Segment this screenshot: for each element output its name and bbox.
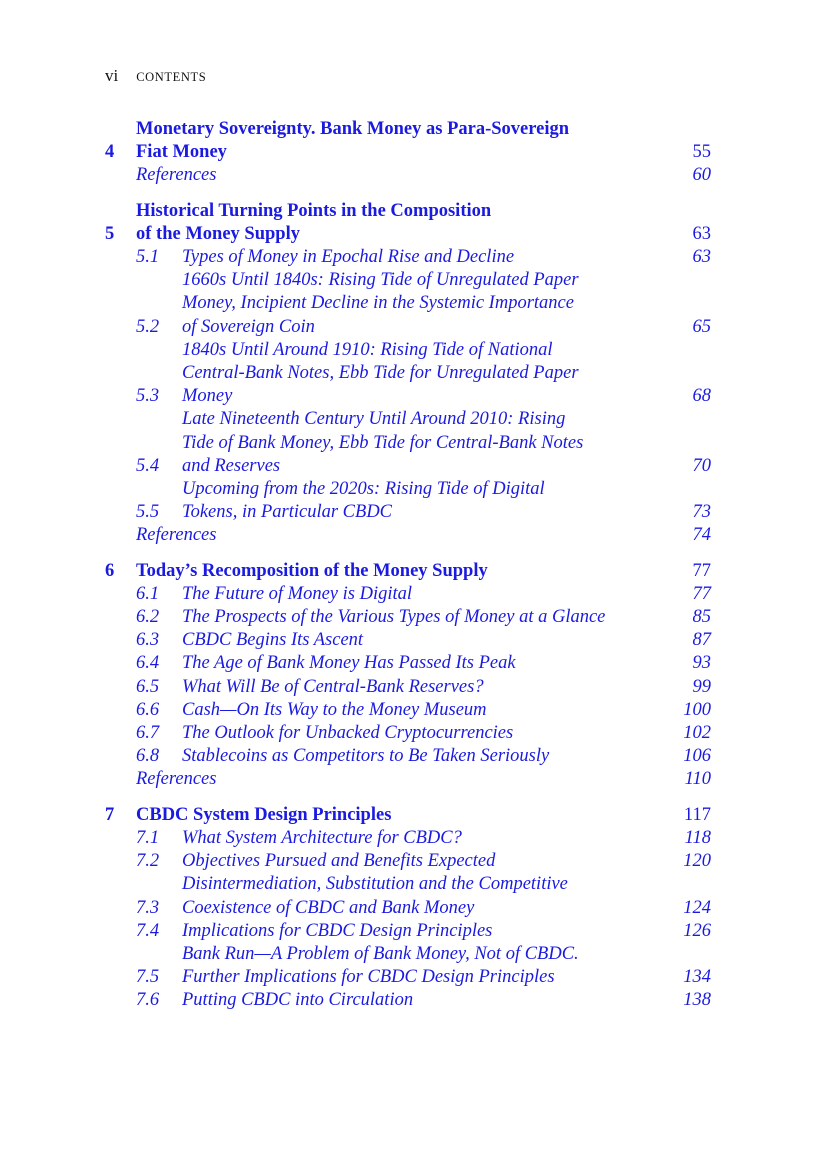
chapter-number: 4 [105,142,115,163]
references-label: References [136,525,217,546]
chapter-entry[interactable] [105,560,711,583]
chapter-entry[interactable] [105,118,711,164]
section-entry[interactable] [105,339,711,409]
section-title-line: Objectives Pursued and Benefits Expected [182,851,496,872]
section-entry[interactable] [105,246,711,269]
chapter-title-line: Historical Turning Points in the Composition [136,200,492,221]
section-number: 5.5 [136,502,160,523]
section-title [182,246,671,269]
section-entry[interactable] [105,478,711,524]
section-entry[interactable] [105,745,711,768]
section-number: 7.2 [136,851,160,872]
references-entry[interactable] [105,768,711,791]
chapter-6 [105,560,711,792]
section-page: 138 [683,990,711,1011]
section-number: 5.2 [136,316,160,337]
references-label: References [136,165,217,186]
section-title [182,629,671,652]
chapter-number: 7 [105,804,115,825]
section-title-line: Tide of Bank Money, Ebb Tide for Central-Bank Notes [182,432,584,453]
section-title [182,478,671,524]
section-number: 7.6 [136,990,160,1011]
section-title [182,989,671,1012]
section-title [182,699,671,722]
section-title [182,850,671,873]
section-title-line: Cash—On Its Way to the Money Museum [182,699,487,720]
section-title-line: Putting CBDC into Circulation [182,990,414,1011]
chapter-title-line: Monetary Sovereignty. Bank Money as Para-Sovereign [136,119,570,139]
section-title-line: Coexistence of CBDC and Bank Money [182,897,475,918]
section-page: 106 [683,746,711,767]
section-page: 124 [683,897,711,918]
section-title-line: of Sovereign Coin [182,316,315,337]
section-title [182,873,671,919]
section-title [182,652,671,675]
section-title [182,676,671,699]
section-number: 6.4 [136,653,160,674]
chapter-entry[interactable] [105,200,711,246]
section-title-line: The Age of Bank Money Has Passed Its Peak [182,653,516,674]
section-title-line: Bank Run—A Problem of Bank Money, Not of CBDC. [182,943,579,964]
chapter-entry[interactable] [105,804,711,827]
section-page: 63 [692,247,711,268]
chapter-page: 63 [692,223,711,244]
section-number: 5.3 [136,386,160,407]
references-page: 60 [692,165,711,186]
section-number: 6.8 [136,746,160,767]
section-title [182,269,671,339]
references-label: References [136,769,217,790]
chapter-title [136,200,671,246]
references-page: 74 [692,525,711,546]
section-number: 6.2 [136,607,160,628]
section-entry[interactable] [105,652,711,675]
references-page: 110 [684,769,711,790]
chapter-title-line: CBDC System Design Principles [136,804,392,825]
section-title-line: Upcoming from the 2020s: Rising Tide of Digital [182,479,545,500]
section-entry[interactable] [105,989,711,1012]
section-number: 5.4 [136,455,160,476]
section-page: 134 [683,967,711,988]
section-number: 6.3 [136,630,160,651]
section-entry[interactable] [105,827,711,850]
section-title-line: Further Implications for CBDC Design Principles [182,967,555,988]
section-number: 7.4 [136,920,160,941]
section-title [182,339,671,409]
references-entry[interactable] [105,524,711,547]
section-title-line: Money, Incipient Decline in the Systemic Importance [182,293,574,314]
references-entry[interactable] [105,164,711,187]
section-entry[interactable] [105,629,711,652]
section-title [182,827,671,850]
chapter-title-line: of the Money Supply [136,223,300,244]
chapter-title [136,118,671,164]
section-entry[interactable] [105,722,711,745]
section-page: 120 [683,851,711,872]
section-page: 102 [683,723,711,744]
section-entry[interactable] [105,583,711,606]
section-number: 6.5 [136,676,160,697]
section-title [182,606,671,629]
section-title-line: Types of Money in Epochal Rise and Decline [182,247,515,268]
chapter-page: 55 [692,142,711,163]
chapter-page: 77 [692,560,711,581]
section-number: 7.1 [136,827,160,848]
section-number: 7.3 [136,897,160,918]
section-title-line: Disintermediation, Substitution and the Competitive [182,874,568,895]
chapter-page: 117 [683,804,711,825]
section-page: 77 [692,583,711,604]
running-title: CONTENTS [136,70,207,84]
section-number: 6.7 [136,723,160,744]
section-title-line: Money [182,386,233,407]
section-page: 73 [692,502,711,523]
chapter-7 [105,804,711,1013]
chapter-number: 6 [105,560,115,581]
chapter-5 [105,200,711,548]
section-page: 65 [692,316,711,337]
section-title [182,920,671,943]
page-header [105,66,206,86]
section-title [182,583,671,606]
table-of-contents [105,118,711,1025]
section-number: 7.5 [136,967,160,988]
section-entry[interactable] [105,408,711,478]
section-entry[interactable] [105,873,711,919]
section-page: 99 [692,676,711,697]
section-title-line: What System Architecture for CBDC? [182,827,462,848]
section-title-line: and Reserves [182,455,281,476]
section-title-line: Central-Bank Notes, Ebb Tide for Unregulated Paper [182,363,579,384]
chapter-title [136,560,671,583]
section-title [182,408,671,478]
chapter-number: 5 [105,223,115,244]
page-number: vi [105,66,119,85]
chapter-title [136,804,671,827]
section-title-line: The Outlook for Unbacked Cryptocurrencies [182,723,514,744]
section-entry[interactable] [105,676,711,699]
section-page: 68 [692,386,711,407]
section-title-line: What Will Be of Central-Bank Reserves? [182,676,484,697]
section-title-line: Late Nineteenth Century Until Around 2010: Rising [182,409,566,430]
chapter-4 [105,118,711,188]
section-title-line: Stablecoins as Competitors to Be Taken Seriously [182,746,550,767]
section-title-line: The Prospects of the Various Types of Money at a Glance [182,607,606,628]
section-entry[interactable] [105,920,711,943]
chapter-title-line: Fiat Money [136,142,227,163]
section-page: 85 [692,607,711,628]
section-entry[interactable] [105,699,711,722]
section-page: 126 [683,920,711,941]
section-title-line: 1840s Until Around 1910: Rising Tide of National [182,339,553,360]
section-title-line: CBDC Begins Its Ascent [182,630,364,651]
section-page: 87 [692,630,711,651]
section-title [182,722,671,745]
section-title-line: Implications for CBDC Design Principles [182,920,493,941]
section-title [182,745,671,768]
section-title-line: 1660s Until 1840s: Rising Tide of Unregulated Paper [182,270,579,291]
section-title-line: Tokens, in Particular CBDC [182,502,393,523]
section-number: 6.1 [136,583,160,604]
section-entry[interactable] [105,850,711,873]
section-title [182,943,671,989]
section-entry[interactable] [105,606,711,629]
section-number: 5.1 [136,247,160,268]
section-title-line: The Future of Money is Digital [182,583,413,604]
section-page: 70 [692,455,711,476]
section-number: 6.6 [136,699,160,720]
section-page: 93 [692,653,711,674]
section-page: 100 [683,699,711,720]
section-page: 118 [684,827,711,848]
section-entry[interactable] [105,943,711,989]
chapter-title-line: Today’s Recomposition of the Money Supply [136,560,488,581]
section-entry[interactable] [105,269,711,339]
